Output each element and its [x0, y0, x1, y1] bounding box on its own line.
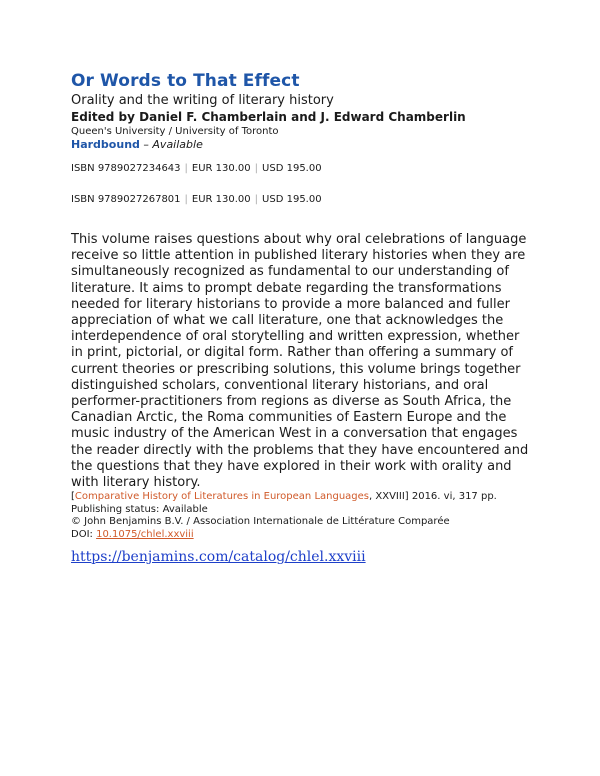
isbn-row — [71, 193, 541, 206]
isbn-number: ISBN 9789027234643 — [71, 163, 181, 174]
series-link[interactable]: Comparative History of Literatures in European Languages — [74, 491, 370, 503]
binding-separator: – — [139, 138, 153, 151]
series-details: , XXVIII] 2016. vi, 317 pp. — [369, 491, 497, 503]
publishing-status: Publishing status: Available — [71, 503, 208, 515]
price-usd: USD 195.00 — [262, 163, 322, 174]
book-editors: Edited by Daniel F. Chamberlain and J. Edward Chamberlin — [71, 110, 466, 124]
isbn-number: ISBN 9789027267801 — [71, 194, 181, 205]
catalog-url-link[interactable]: https://benjamins.com/catalog/chlel.xxviii — [71, 549, 366, 565]
bracket-open: [ — [71, 491, 75, 503]
divider: | — [184, 163, 188, 174]
copyright-line: © John Benjamins B.V. / Association Internationale de Littérature Comparée — [71, 516, 450, 528]
book-subtitle: Orality and the writing of literary history — [71, 93, 334, 108]
series-line — [71, 491, 541, 504]
price-eur: EUR 130.00 — [191, 163, 251, 174]
divider: | — [254, 194, 259, 205]
doi-line — [71, 529, 541, 542]
price-eur: EUR 130.00 — [191, 194, 251, 205]
price-usd: USD 195.00 — [262, 194, 322, 205]
doi-label: DOI: — [71, 528, 97, 540]
divider: | — [184, 194, 188, 205]
isbn-row — [71, 162, 541, 175]
availability: Available — [152, 138, 203, 151]
binding-line — [71, 138, 541, 152]
book-title: Or Words to That Effect — [71, 71, 300, 91]
divider: | — [254, 163, 259, 174]
binding-type: Hardbound — [71, 138, 140, 151]
book-description: This volume raises questions about why oral celebrations of language receive so little attention in published literary histories when they are simultaneously recognized as fundamental to our understanding of literature. It aims to prompt debate regarding the transformations needed for literary historians to provide a more balanced and fuller appreciation of what we call literature, one that acknowledges the interdependence of oral storytelling and written expression, whether in print, pictorial, or digital form. Rather than offering a summary of current theories or prescribing solutions, this volume brings together distinguished scholars, conventional literary historians, and oral performer-practitioners from regions as diverse as South Africa, the Canadian Arctic, the Roma communities of Eastern Europe and the music industry of the American West in a conversation that engages the reader directly with the problems that they have encountered and the questions that they have explored in their work with orality and with literary history. — [71, 232, 529, 491]
doi-link[interactable]: 10.1075/chlel.xxviii — [96, 528, 194, 540]
editor-affiliation: Queen's University / University of Toronto — [71, 126, 279, 137]
book-record — [71, 70, 541, 541]
